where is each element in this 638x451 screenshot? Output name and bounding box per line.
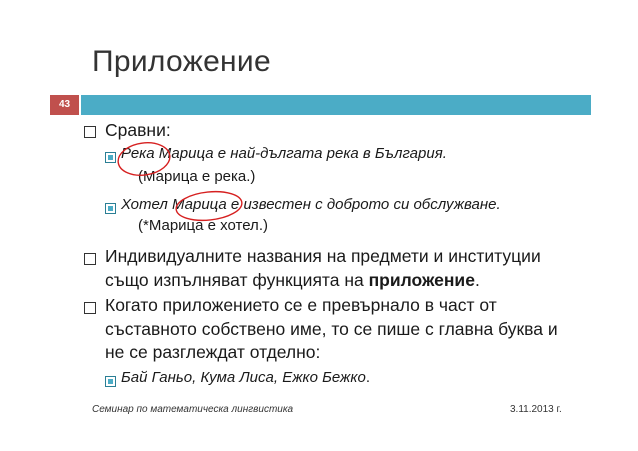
example-hotel-note: (*Марица е хотел.) xyxy=(138,217,268,234)
example-names-period: . xyxy=(365,369,370,386)
example-river-sentence: Река Марица е най-дългата река в България. xyxy=(121,145,447,162)
example-hotel-sentence: Хотел Марица е известен с доброто си обслужване. xyxy=(121,196,501,213)
footer-seminar: Семинар по математическа лингвистика xyxy=(92,404,294,415)
line2-text: също изпълняват функцията на xyxy=(105,270,369,290)
bullet-compare: Сравни: xyxy=(105,120,171,140)
title-divider-bar xyxy=(81,95,591,115)
bullet-compound-line1: Когато приложението се е превърнало в част от xyxy=(105,295,497,315)
slide-title: Приложение xyxy=(92,45,271,78)
bullet-individual-names-line2 xyxy=(105,270,480,291)
sub-bullet-square-icon xyxy=(105,152,116,163)
bullet-square-icon xyxy=(84,253,96,265)
footer-date: 3.11.2013 г. xyxy=(510,404,562,415)
bullet-square-icon xyxy=(84,126,96,138)
bullet-compound-line2: съставното собствено име, то се пише с главна буква и xyxy=(105,319,558,339)
bold-term: приложение xyxy=(368,270,475,290)
slide-number: 43 xyxy=(58,99,71,110)
example-names-text: Бай Ганьо, Кума Лиса, Ежко Бежко xyxy=(121,369,366,386)
bullet-compound-line3: не се разглеждат отделно: xyxy=(105,342,321,362)
example-river-note: (Марица е река.) xyxy=(138,168,256,185)
bullet-individual-names-line1: Индивидуалните названия на предмети и институции xyxy=(105,246,541,266)
sub-bullet-square-icon xyxy=(105,376,116,387)
line2-period: . xyxy=(474,270,480,290)
bullet-square-icon xyxy=(84,302,96,314)
example-names xyxy=(121,369,370,386)
sub-bullet-square-icon xyxy=(105,203,116,214)
